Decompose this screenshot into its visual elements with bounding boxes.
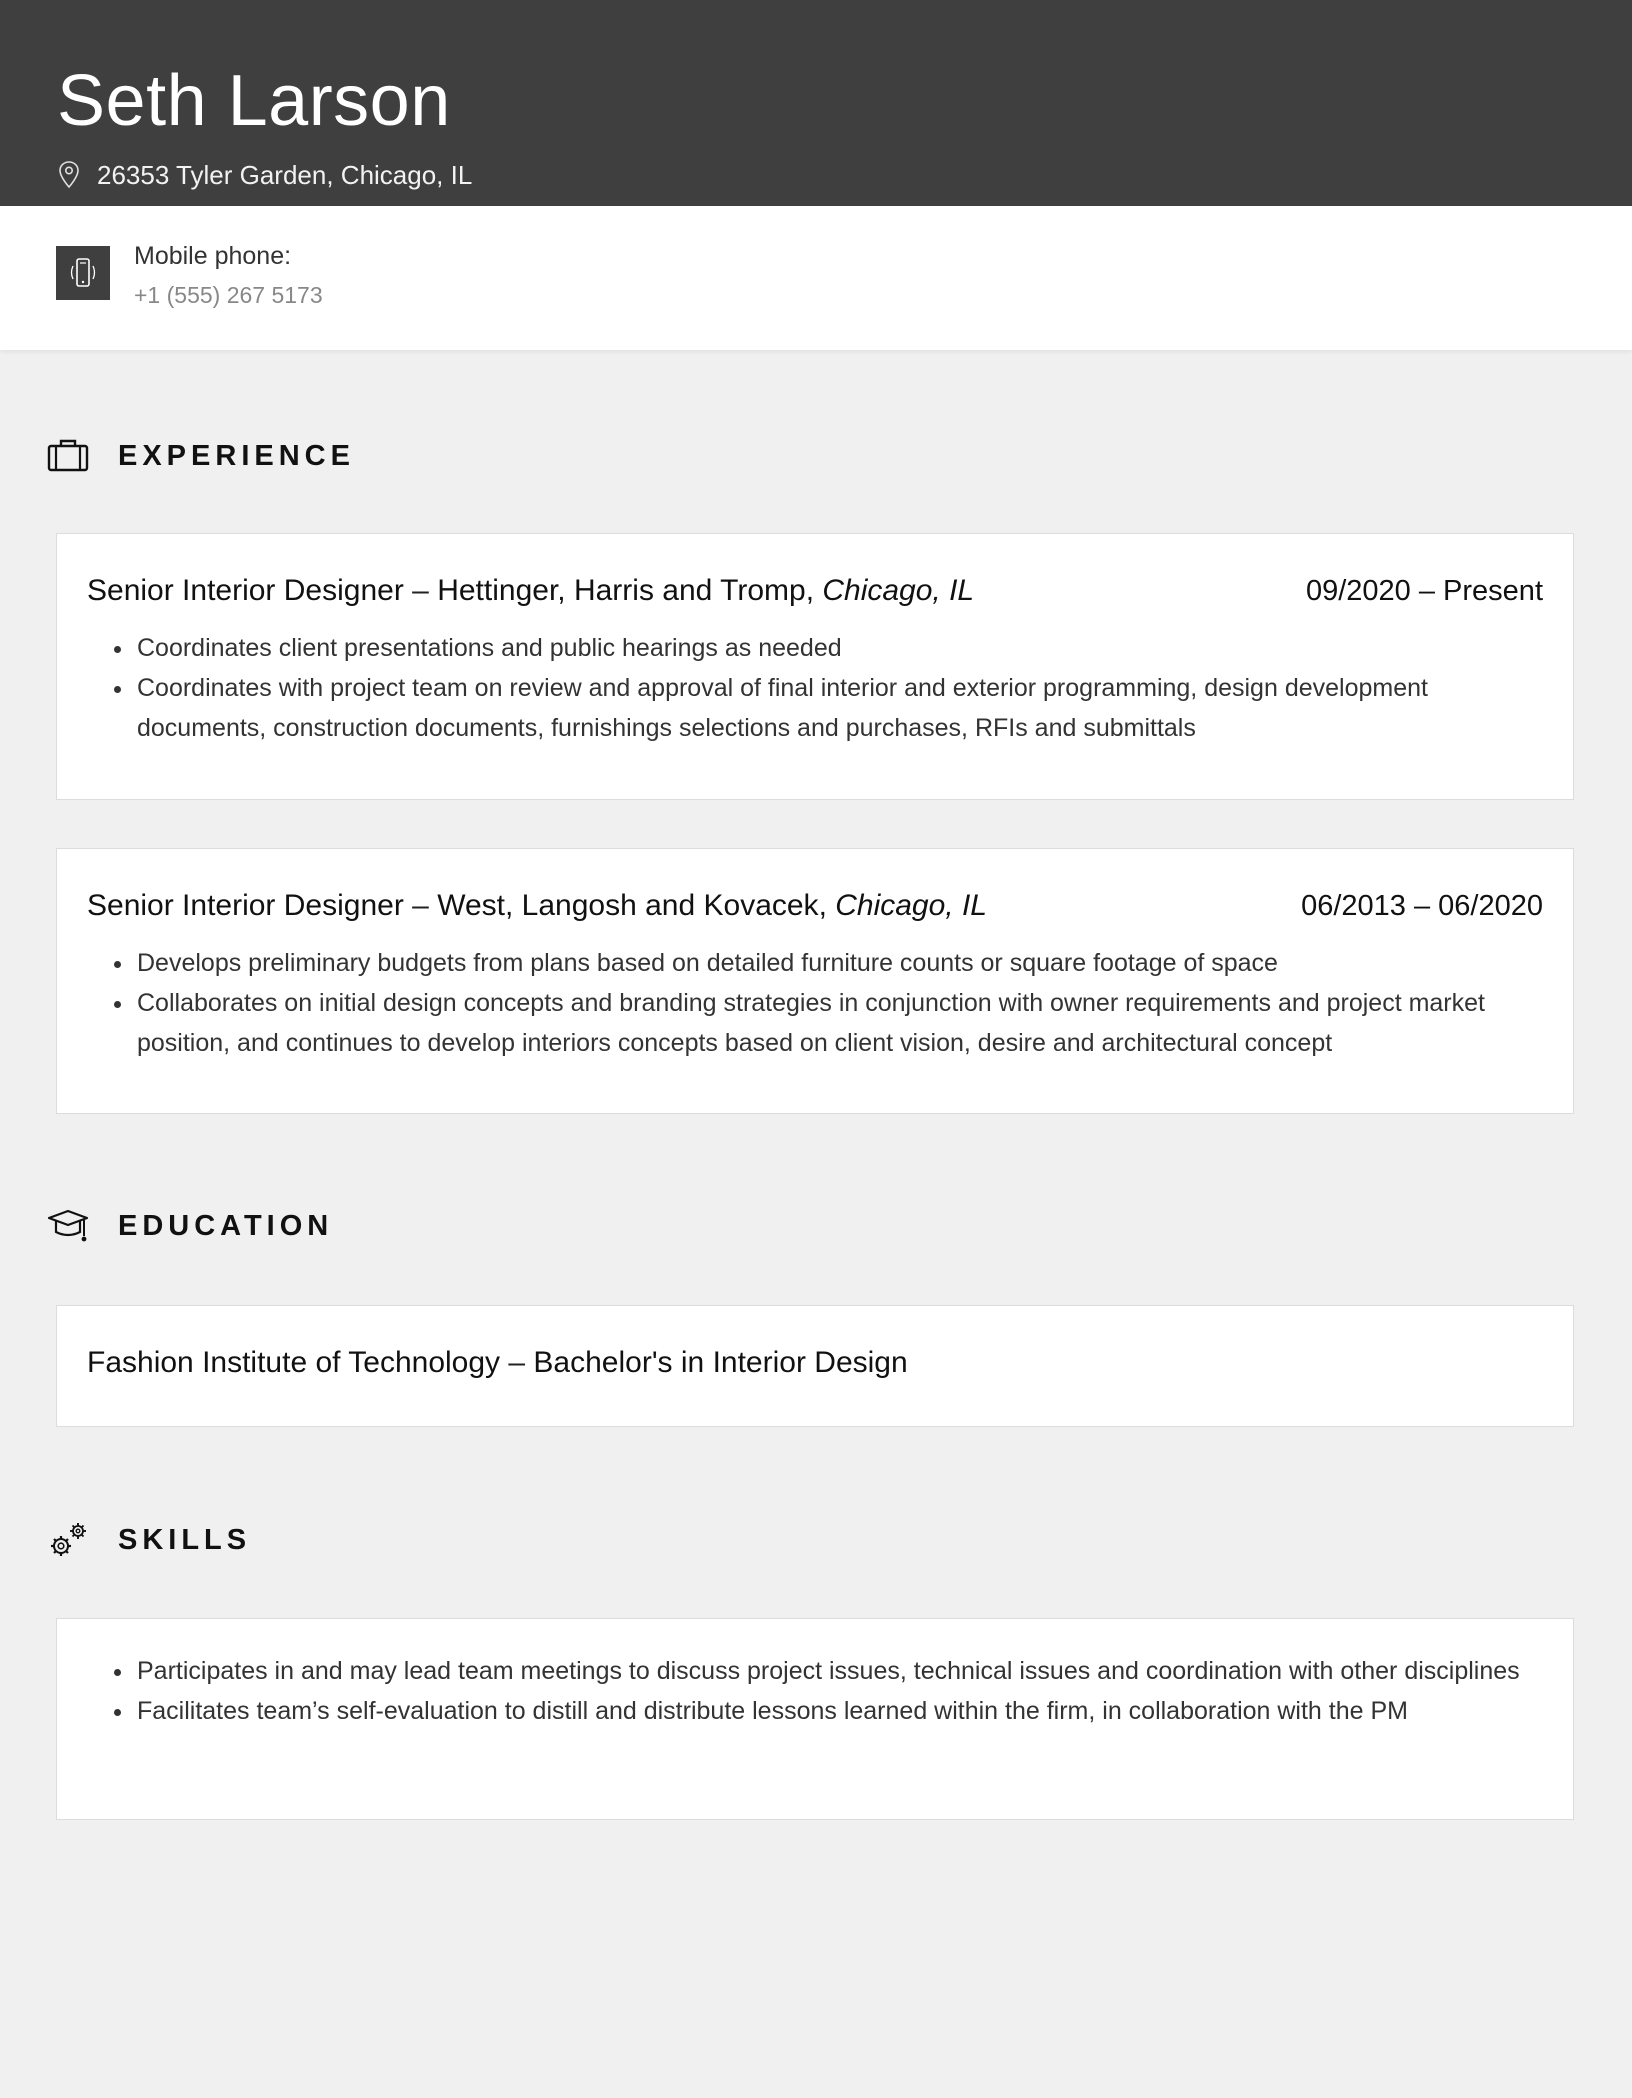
address-line bbox=[57, 157, 472, 193]
job-dates: 06/2013 – 06/2020 bbox=[1301, 890, 1543, 922]
job-bullets bbox=[87, 943, 1533, 1063]
phone-label: Mobile phone: bbox=[134, 242, 292, 270]
job-bullets bbox=[87, 628, 1533, 748]
list-item: • Facilitates team’s self-evaluation to distill and distribute lessons learned within the firm, in collaboration with the PM bbox=[135, 1691, 1533, 1731]
experience-card-2 bbox=[56, 848, 1574, 1114]
resume-header bbox=[0, 0, 1632, 206]
company-name: West, Langosh and Kovacek bbox=[437, 889, 819, 922]
section-title-education: EDUCATION bbox=[118, 1209, 334, 1242]
list-item: • Participates in and may lead team meetings to discuss project issues, technical issues and coordination with other disciplines bbox=[135, 1651, 1533, 1691]
experience-card-1 bbox=[56, 533, 1574, 800]
degree-name: Bachelor's in Interior Design bbox=[533, 1346, 908, 1379]
company-name: Hettinger, Harris and Tromp bbox=[437, 574, 806, 607]
list-item: • Coordinates client presentations and public hearings as needed bbox=[135, 628, 1533, 668]
skills-bullets bbox=[87, 1651, 1533, 1731]
section-title-experience: EXPERIENCE bbox=[118, 439, 355, 472]
list-item: • Coordinates with project team on review and approval of final interior and exterior programming, design development documents, construction documents, furnishings selections and purchases, RFIs and submittals bbox=[135, 668, 1533, 748]
job-header: Senior Interior Designer – Hettinger, Harris and Tromp, Chicago, IL 09/2020 – Present bbox=[87, 574, 1543, 607]
location-pin-icon bbox=[57, 160, 81, 190]
skills-card bbox=[56, 1618, 1574, 1820]
list-item: • Develops preliminary budgets from plans based on detailed furniture counts or square footage of space bbox=[135, 943, 1533, 983]
job-header: Senior Interior Designer – West, Langosh and Kovacek, Chicago, IL 06/2013 – 06/2020 bbox=[87, 889, 1543, 922]
experience-heading bbox=[46, 434, 355, 478]
education-entry: Fashion Institute of Technology – Bachelor's in Interior Design bbox=[87, 1346, 908, 1379]
job-title: Senior Interior Designer bbox=[87, 574, 404, 607]
education-heading bbox=[46, 1204, 333, 1248]
phone-value: +1 (555) 267 5173 bbox=[134, 282, 323, 308]
mobile-phone-icon bbox=[56, 246, 110, 300]
graduation-cap-icon bbox=[46, 1206, 90, 1246]
candidate-name: Seth Larson bbox=[57, 61, 451, 141]
address-text: 26353 Tyler Garden, Chicago, IL bbox=[97, 159, 473, 190]
job-location: Chicago, IL bbox=[822, 574, 975, 607]
gears-icon bbox=[46, 1520, 90, 1560]
list-item: • Collaborates on initial design concepts and branding strategies in conjunction with owner requirements and project market position, and continues to develop interiors concepts based on client vision, desire and architectural concept bbox=[135, 983, 1533, 1063]
skills-heading bbox=[46, 1518, 251, 1562]
job-dates: 09/2020 – Present bbox=[1305, 575, 1543, 607]
education-card bbox=[56, 1305, 1574, 1427]
job-location: Chicago, IL bbox=[835, 889, 987, 922]
job-title: Senior Interior Designer bbox=[87, 889, 404, 922]
section-title-skills: SKILLS bbox=[118, 1523, 252, 1556]
school-name: Fashion Institute of Technology bbox=[87, 1346, 501, 1379]
contact-bar bbox=[0, 206, 1632, 350]
briefcase-icon bbox=[46, 436, 90, 476]
